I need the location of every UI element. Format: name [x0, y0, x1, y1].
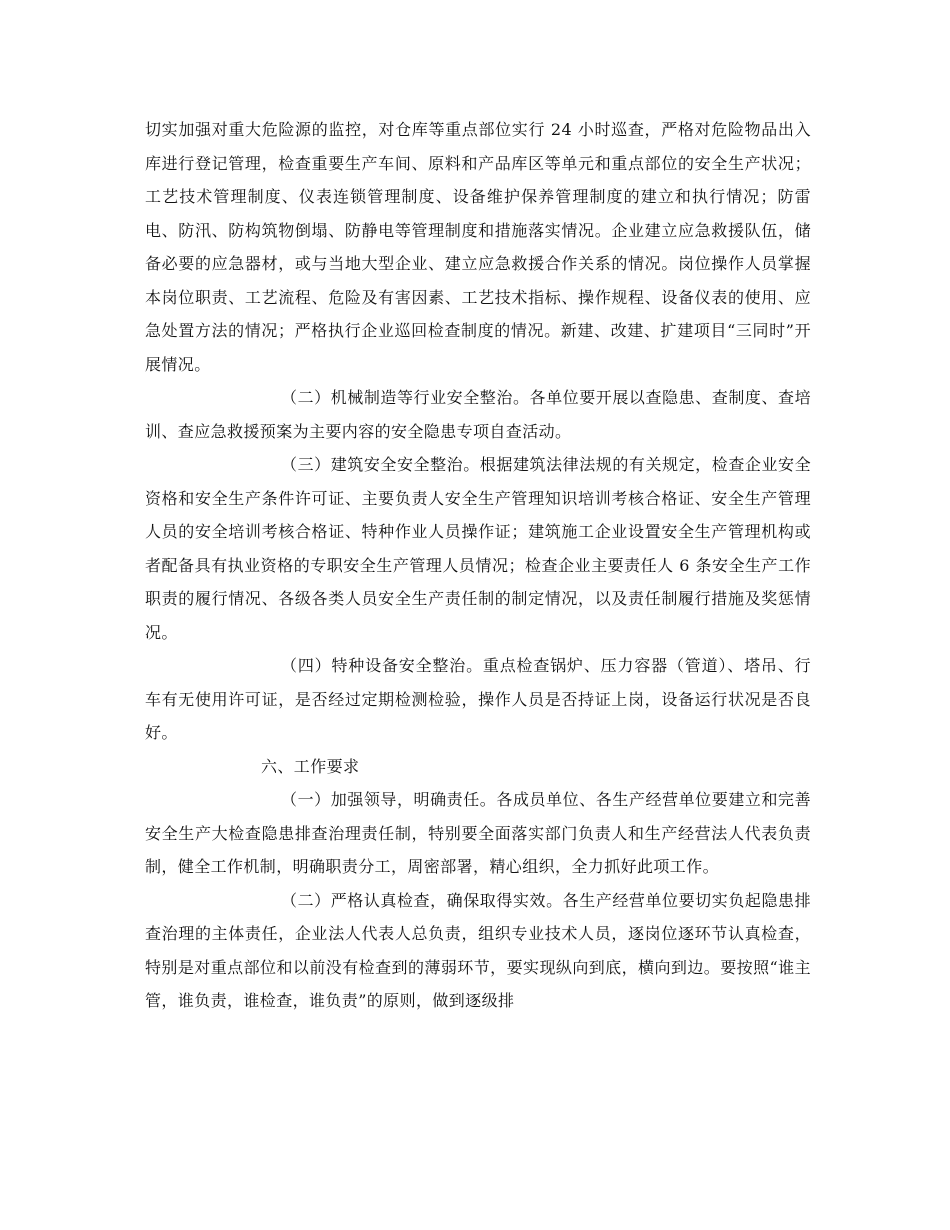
paragraph-leadership-responsibility: （一）加强领导，明确责任。各成员单位、各生产经营单位要建立和完善安全生产大检查隐患排查治理责任制，特别要全面落实部门负责人和生产经营法人代表负责制，健全工作机制，明确职责分工，周密部署，精心组织，全力抓好此项工作。	[145, 790, 811, 876]
section-heading-work-requirements: 六、工作要求	[261, 756, 360, 776]
paragraph-hazard-monitoring: 切实加强对重大危险源的监控，对仓库等重点部位实行 24 小时巡查，严格对危险物品出入库进行登记管理，检查重要生产车间、原料和产品库区等单元和重点部位的安全生产状况；工艺技术管理制度、仪表连锁管理制度、设备维护保养管理制度的建立和执行情况；防雷电、防汛、防构筑物倒塌、防静电等管理制度和措施落实情况。企业建立应急救援队伍，储备必要的应急器材，或与当地大型企业、建立应急救援合作关系的情况。岗位操作人员掌握本岗位职责、工艺流程、危险及有害因素、工艺技术指标、操作规程、设备仪表的使用、应急处置方法的情况；严格执行企业巡回检查制度的情况。新建、改建、扩建项目“三同时”开展情况。	[145, 120, 811, 374]
paragraph-strict-inspection: （二）严格认真检查，确保取得实效。各生产经营单位要切实负起隐患排查治理的主体责任，企业法人代表人总负责，组织专业技术人员，逐岗位逐环节认真检查，特别是对重点部位和以前没有检查到的薄弱环节，要实现纵向到底，横向到边。要按照“谁主管，谁负责，谁检查，谁负责”的原则，做到逐级排	[145, 890, 811, 1010]
paragraph-machinery-safety: （二）机械制造等行业安全整治。各单位要开展以查隐患、查制度、查培训、查应急救援预案为主要内容的安全隐患专项自查活动。	[145, 388, 811, 441]
paragraph-special-equipment: （四）特种设备安全整治。重点检查锅炉、压力容器（管道）、塔吊、行车有无使用许可证，是否经过定期检测检验，操作人员是否持证上岗，设备运行状况是否良好。	[145, 656, 811, 742]
paragraph-construction-safety: （三）建筑安全安全整治。根据建筑法律法规的有关规定，检查企业安全资格和安全生产条件许可证、主要负责人安全生产管理知识培训考核合格证、安全生产管理人员的安全培训考核合格证、特种作业人员操作证；建筑施工企业设置安全生产管理机构或者配备具有执业资格的专职安全生产管理人员情况；检查企业主要责任人 6 条安全生产工作职责的履行情况、各级各类人员安全生产责任制的制定情况，以及责任制履行措施及奖惩情况。	[145, 455, 811, 642]
document-body	[145, 113, 811, 1018]
